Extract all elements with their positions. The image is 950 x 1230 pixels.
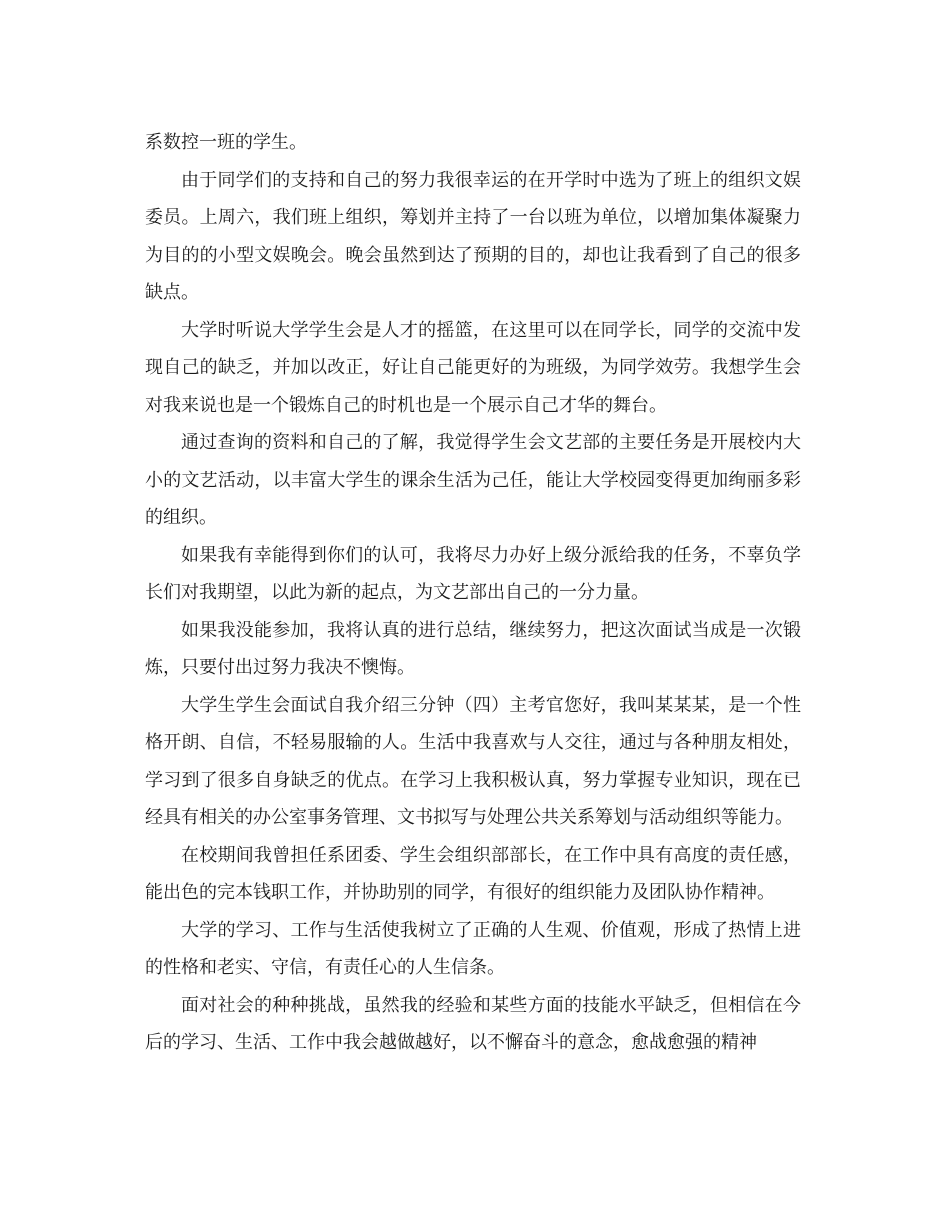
paragraph: 通过查询的资料和自己的了解，我觉得学生会文艺部的主要任务是开展校内大小的文艺活动，以丰富大学生的课余生活为己任，能让大学校园变得更加绚丽多彩的组织。 (145, 432, 801, 528)
paragraph: 由于同学们的支持和自己的努力我很幸运的在开学时中选为了班上的组织文娱委员。上周六，我们班上组织，筹划并主持了一台以班为单位，以增加集体凝聚力为目的的小型文娱晚会。晚会虽然到达了预期的目的，却也让我看到了自己的很多缺点。 (145, 169, 801, 303)
paragraph: 系数控一班的学生。 (145, 132, 307, 153)
paragraph: 如果我没能参加，我将认真的进行总结，继续努力，把这次面试当成是一次锻炼，只要付出过努力我决不懊悔。 (145, 619, 801, 678)
paragraph: 如果我有幸能得到你们的认可，我将尽力办好上级分派给我的任务，不辜负学长们对我期望，以此为新的起点，为文艺部出自己的一分力量。 (145, 544, 801, 603)
paragraph: 大学时听说大学学生会是人才的摇篮，在这里可以在同学长，同学的交流中发现自己的缺乏，并加以改正，好让自己能更好的为班级，为同学效劳。我想学生会对我来说也是一个锻炼自己的时机也是一个展示自己才华的舞台。 (145, 319, 801, 416)
paragraph: 大学生学生会面试自我介绍三分钟（四）主考官您好，我叫某某某，是一个性格开朗、自信，不轻易服输的人。生活中我喜欢与人交往，通过与各种朋友相处，学习到了很多自身缺乏的优点。在学习上我积极认真，努力掌握专业知识，现在已经具有相关的办公室事务管理、文书拟写与处理公共关系筹划与活动组织等能力。 (145, 694, 801, 828)
document-body (145, 124, 801, 1062)
paragraph: 在校期间我曾担任系团委、学生会组织部部长，在工作中具有高度的责任感，能出色的完本钱职工作，并协助别的同学，有很好的组织能力及团队协作精神。 (145, 844, 801, 903)
paragraph: 面对社会的种种挑战，虽然我的经验和某些方面的技能水平缺乏，但相信在今后的学习、生活、工作中我会越做越好，以不懈奋斗的意念，愈战愈强的精神 (145, 994, 801, 1053)
paragraph: 大学的学习、工作与生活使我树立了正确的人生观、价值观，形成了热情上进的性格和老实、守信，有责任心的人生信条。 (145, 919, 801, 978)
